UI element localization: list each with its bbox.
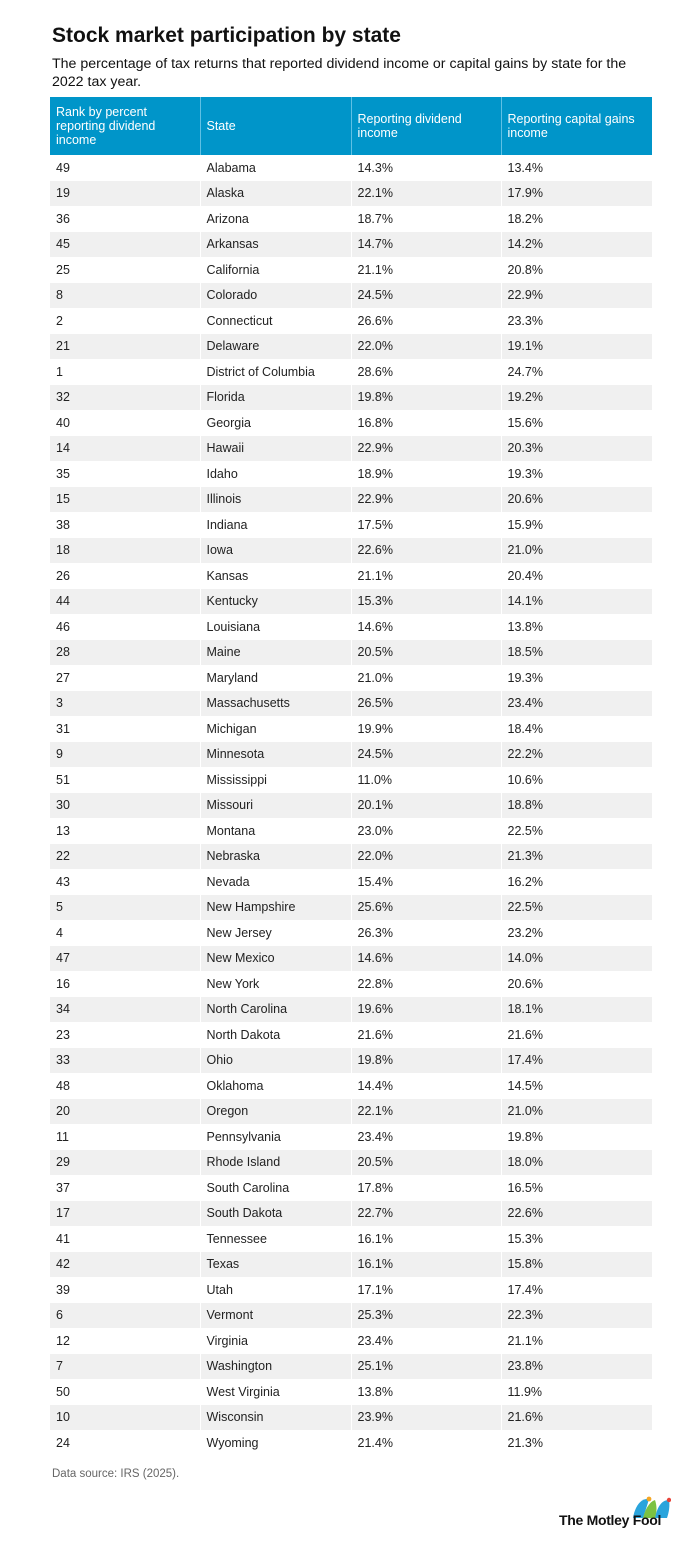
dividend-cell: 21.1% bbox=[351, 563, 501, 589]
dividend-cell: 19.6% bbox=[351, 997, 501, 1023]
capital-gains-cell: 22.9% bbox=[501, 283, 652, 309]
rank-cell: 50 bbox=[50, 1379, 200, 1405]
dividend-cell: 24.5% bbox=[351, 283, 501, 309]
state-cell: Louisiana bbox=[200, 614, 351, 640]
dividend-cell: 23.4% bbox=[351, 1328, 501, 1354]
rank-cell: 46 bbox=[50, 614, 200, 640]
state-cell: Missouri bbox=[200, 793, 351, 819]
dividend-cell: 22.1% bbox=[351, 1099, 501, 1125]
state-cell: Arizona bbox=[200, 206, 351, 232]
capital-gains-cell: 23.8% bbox=[501, 1354, 652, 1380]
dividend-cell: 26.5% bbox=[351, 691, 501, 717]
table-row bbox=[50, 589, 652, 615]
table-row bbox=[50, 1430, 652, 1456]
dividend-cell: 21.4% bbox=[351, 1430, 501, 1456]
table-row bbox=[50, 691, 652, 717]
table-row bbox=[50, 818, 652, 844]
capital-gains-cell: 22.3% bbox=[501, 1303, 652, 1329]
dividend-cell: 15.3% bbox=[351, 589, 501, 615]
table-row bbox=[50, 946, 652, 972]
capital-gains-cell: 22.5% bbox=[507, 823, 543, 838]
rank-cell: 47 bbox=[50, 946, 200, 972]
table-row bbox=[50, 1226, 652, 1252]
state-cell: New Jersey bbox=[200, 920, 351, 946]
dividend-cell: 17.5% bbox=[351, 512, 501, 538]
state-cell: District of Columbia bbox=[200, 359, 351, 385]
dividend-cell: 21.1% bbox=[351, 257, 501, 283]
rank-cell: 24 bbox=[50, 1430, 200, 1456]
state-cell: Mississippi bbox=[200, 767, 351, 793]
capital-gains-cell: 23.3% bbox=[507, 313, 543, 328]
capital-gains-cell: 19.1% bbox=[501, 334, 652, 360]
capital-gains-cell: 16.2% bbox=[507, 874, 543, 889]
table-row bbox=[50, 1405, 652, 1431]
dividend-cell: 16.1% bbox=[351, 1226, 501, 1252]
dividend-cell: 26.3% bbox=[351, 920, 501, 946]
table-row bbox=[50, 793, 652, 819]
rank-cell: 23 bbox=[50, 1022, 200, 1048]
dividend-cell: 22.7% bbox=[351, 1201, 501, 1227]
capital-gains-cell: 19.2% bbox=[501, 385, 652, 411]
table-row bbox=[50, 206, 652, 232]
capital-gains-cell: 14.0% bbox=[501, 946, 652, 972]
state-cell: New Mexico bbox=[200, 946, 351, 972]
state-cell: Michigan bbox=[200, 716, 351, 742]
table-row bbox=[50, 410, 652, 436]
rank-cell: 22 bbox=[50, 844, 200, 870]
rank-cell: 48 bbox=[50, 1073, 200, 1099]
state-cell: New York bbox=[200, 971, 351, 997]
dividend-cell: 13.8% bbox=[351, 1379, 501, 1405]
dividend-cell: 21.0% bbox=[351, 665, 501, 691]
state-cell: Tennessee bbox=[200, 1226, 351, 1252]
capital-gains-cell: 21.0% bbox=[501, 538, 652, 564]
table-row bbox=[50, 461, 652, 487]
chart-title: Stock market participation by state bbox=[52, 24, 401, 47]
dividend-cell: 18.9% bbox=[351, 461, 501, 487]
dividend-cell: 16.1% bbox=[351, 1252, 501, 1278]
capital-gains-cell: 18.1% bbox=[501, 997, 652, 1023]
table-row bbox=[50, 1328, 652, 1354]
rank-cell: 1 bbox=[50, 359, 200, 385]
capital-gains-cell: 20.6% bbox=[501, 487, 652, 513]
dividend-cell: 22.9% bbox=[351, 436, 501, 462]
table-row bbox=[50, 563, 652, 589]
rank-cell: 31 bbox=[50, 716, 200, 742]
rank-cell: 7 bbox=[50, 1354, 200, 1380]
table-row bbox=[50, 181, 652, 207]
rank-cell: 32 bbox=[50, 385, 200, 411]
table-row bbox=[50, 487, 652, 513]
rank-cell: 39 bbox=[50, 1277, 200, 1303]
rank-cell: 14 bbox=[50, 436, 200, 462]
table-row bbox=[50, 716, 652, 742]
table-row bbox=[50, 1379, 652, 1405]
rank-cell: 35 bbox=[50, 461, 200, 487]
column-header-state: State bbox=[200, 97, 351, 155]
rank-cell: 21 bbox=[50, 334, 200, 360]
table-row bbox=[50, 844, 652, 870]
rank-cell: 8 bbox=[50, 283, 200, 309]
capital-gains-cell: 18.0% bbox=[501, 1150, 652, 1176]
dividend-cell: 24.5% bbox=[351, 742, 501, 768]
state-cell: Oregon bbox=[200, 1099, 351, 1125]
rank-cell: 6 bbox=[50, 1303, 200, 1329]
table-row bbox=[50, 1073, 652, 1099]
table-row bbox=[50, 232, 652, 258]
capital-gains-cell: 19.3% bbox=[507, 466, 543, 481]
capital-gains-cell: 10.6% bbox=[507, 772, 543, 787]
dividend-cell: 23.4% bbox=[351, 1124, 501, 1150]
table-row bbox=[50, 1303, 652, 1329]
dividend-cell: 19.8% bbox=[351, 385, 501, 411]
rank-cell: 15 bbox=[50, 487, 200, 513]
state-cell: West Virginia bbox=[200, 1379, 351, 1405]
rank-cell: 45 bbox=[50, 232, 200, 258]
table-row bbox=[50, 742, 652, 768]
capital-gains-cell: 21.3% bbox=[501, 844, 652, 870]
column-header-capital-gains: Reporting capital gains income bbox=[501, 97, 652, 155]
dividend-cell: 25.1% bbox=[351, 1354, 501, 1380]
rank-cell: 20 bbox=[50, 1099, 200, 1125]
dividend-cell: 17.8% bbox=[351, 1175, 501, 1201]
capital-gains-cell: 17.4% bbox=[507, 1282, 543, 1297]
rank-cell: 16 bbox=[50, 971, 200, 997]
table-row bbox=[50, 1277, 652, 1303]
rank-cell: 19 bbox=[50, 181, 200, 207]
dividend-cell: 22.9% bbox=[351, 487, 501, 513]
state-cell: Rhode Island bbox=[200, 1150, 351, 1176]
state-cell: California bbox=[200, 257, 351, 283]
state-cell: Georgia bbox=[200, 410, 351, 436]
capital-gains-cell: 13.4% bbox=[507, 160, 543, 175]
state-cell: Nevada bbox=[200, 869, 351, 895]
dividend-cell: 20.5% bbox=[351, 640, 501, 666]
table-row bbox=[50, 1252, 652, 1278]
capital-gains-cell: 14.1% bbox=[501, 589, 652, 615]
rank-cell: 12 bbox=[50, 1328, 200, 1354]
state-cell: Wisconsin bbox=[200, 1405, 351, 1431]
capital-gains-cell: 17.9% bbox=[501, 181, 652, 207]
rank-cell: 2 bbox=[50, 308, 200, 334]
capital-gains-cell: 22.2% bbox=[501, 742, 652, 768]
chart-subtitle: The percentage of tax returns that reported dividend income or capital gains by state for the 2022 tax year. bbox=[52, 56, 627, 90]
table-row bbox=[50, 1124, 652, 1150]
dividend-cell: 15.4% bbox=[351, 869, 501, 895]
table-row bbox=[50, 1099, 652, 1125]
capital-gains-cell: 18.4% bbox=[507, 721, 543, 736]
state-cell: Ohio bbox=[200, 1048, 351, 1074]
dividend-cell: 16.8% bbox=[351, 410, 501, 436]
rank-cell: 9 bbox=[50, 742, 200, 768]
rank-cell: 3 bbox=[50, 691, 200, 717]
dividend-cell: 28.6% bbox=[351, 359, 501, 385]
state-cell: Maryland bbox=[200, 665, 351, 691]
state-cell: Alabama bbox=[200, 155, 351, 181]
rank-cell: 42 bbox=[50, 1252, 200, 1278]
table-row bbox=[50, 869, 652, 895]
capital-gains-cell: 15.8% bbox=[501, 1252, 652, 1278]
table-body bbox=[50, 155, 652, 1456]
state-cell: Colorado bbox=[200, 283, 351, 309]
state-cell: Utah bbox=[200, 1277, 351, 1303]
capital-gains-cell: 22.5% bbox=[501, 895, 652, 921]
rank-cell: 33 bbox=[50, 1048, 200, 1074]
state-cell: Florida bbox=[200, 385, 351, 411]
table-row bbox=[50, 436, 652, 462]
state-cell: South Dakota bbox=[200, 1201, 351, 1227]
capital-gains-cell: 11.9% bbox=[507, 1384, 543, 1399]
capital-gains-cell: 15.3% bbox=[507, 1231, 543, 1246]
rank-cell: 4 bbox=[50, 920, 200, 946]
dividend-cell: 23.9% bbox=[351, 1405, 501, 1431]
table-row bbox=[50, 640, 652, 666]
state-cell: Nebraska bbox=[200, 844, 351, 870]
table-row bbox=[50, 1022, 652, 1048]
capital-gains-cell: 14.5% bbox=[507, 1078, 543, 1093]
state-cell: Vermont bbox=[200, 1303, 351, 1329]
rank-cell: 37 bbox=[50, 1175, 200, 1201]
table-row bbox=[50, 1201, 652, 1227]
state-cell: Washington bbox=[200, 1354, 351, 1380]
dividend-cell: 11.0% bbox=[351, 767, 501, 793]
state-cell: Wyoming bbox=[200, 1430, 351, 1456]
dividend-cell: 22.0% bbox=[351, 844, 501, 870]
state-cell: New Hampshire bbox=[200, 895, 351, 921]
dividend-cell: 14.3% bbox=[351, 155, 501, 181]
capital-gains-cell: 15.6% bbox=[507, 415, 543, 430]
rank-cell: 49 bbox=[50, 155, 200, 181]
state-cell: Massachusetts bbox=[200, 691, 351, 717]
dividend-cell: 22.1% bbox=[351, 181, 501, 207]
logo-wordmark: The Motley Fool bbox=[559, 1512, 662, 1528]
rank-cell: 29 bbox=[50, 1150, 200, 1176]
dividend-cell: 26.6% bbox=[351, 308, 501, 334]
rank-cell: 30 bbox=[50, 793, 200, 819]
capital-gains-cell: 23.4% bbox=[501, 691, 652, 717]
column-header-dividend: Reporting dividend income bbox=[351, 97, 501, 155]
capital-gains-cell: 17.4% bbox=[501, 1048, 652, 1074]
capital-gains-cell: 14.2% bbox=[501, 232, 652, 258]
dividend-cell: 22.8% bbox=[351, 971, 501, 997]
state-cell: Oklahoma bbox=[200, 1073, 351, 1099]
dividend-cell: 20.5% bbox=[351, 1150, 501, 1176]
dividend-cell: 21.6% bbox=[351, 1022, 501, 1048]
capital-gains-cell: 23.2% bbox=[507, 925, 543, 940]
capital-gains-cell: 19.8% bbox=[507, 1129, 543, 1144]
table-row bbox=[50, 1048, 652, 1074]
capital-gains-cell: 22.6% bbox=[501, 1201, 652, 1227]
rank-cell: 11 bbox=[50, 1124, 200, 1150]
state-cell: Indiana bbox=[200, 512, 351, 538]
dividend-cell: 19.9% bbox=[351, 716, 501, 742]
state-cell: Montana bbox=[200, 818, 351, 844]
table-row bbox=[50, 665, 652, 691]
capital-gains-cell: 18.5% bbox=[501, 640, 652, 666]
capital-gains-cell: 21.3% bbox=[507, 1435, 543, 1450]
state-cell: Arkansas bbox=[200, 232, 351, 258]
dividend-cell: 18.7% bbox=[351, 206, 501, 232]
table-row bbox=[50, 308, 652, 334]
state-cell: Maine bbox=[200, 640, 351, 666]
state-cell: Connecticut bbox=[200, 308, 351, 334]
state-cell: Texas bbox=[200, 1252, 351, 1278]
capital-gains-cell: 24.7% bbox=[507, 364, 543, 379]
table-row bbox=[50, 971, 652, 997]
rank-cell: 26 bbox=[50, 563, 200, 589]
state-cell: Delaware bbox=[200, 334, 351, 360]
table-row bbox=[50, 385, 652, 411]
dividend-cell: 14.6% bbox=[351, 946, 501, 972]
data-source-note: Data source: IRS (2025). bbox=[52, 1468, 180, 1480]
dividend-cell: 19.8% bbox=[351, 1048, 501, 1074]
rank-cell: 36 bbox=[50, 206, 200, 232]
capital-gains-cell: 13.8% bbox=[507, 619, 543, 634]
table-row bbox=[50, 895, 652, 921]
rank-cell: 38 bbox=[50, 512, 200, 538]
capital-gains-cell: 16.5% bbox=[507, 1180, 543, 1195]
dividend-cell: 25.6% bbox=[351, 895, 501, 921]
table-row bbox=[50, 334, 652, 360]
table-row bbox=[50, 1354, 652, 1380]
table-row bbox=[50, 538, 652, 564]
capital-gains-cell: 21.6% bbox=[507, 1027, 543, 1042]
rank-cell: 18 bbox=[50, 538, 200, 564]
dividend-cell: 25.3% bbox=[351, 1303, 501, 1329]
table-row bbox=[50, 997, 652, 1023]
rank-cell: 40 bbox=[50, 410, 200, 436]
rank-cell: 51 bbox=[50, 767, 200, 793]
state-cell: Kentucky bbox=[200, 589, 351, 615]
table-row bbox=[50, 920, 652, 946]
state-cell: Illinois bbox=[200, 487, 351, 513]
capital-gains-cell: 18.8% bbox=[501, 793, 652, 819]
state-cell: Pennsylvania bbox=[200, 1124, 351, 1150]
rank-cell: 17 bbox=[50, 1201, 200, 1227]
header-row bbox=[50, 97, 652, 155]
rank-cell: 34 bbox=[50, 997, 200, 1023]
capital-gains-cell: 19.3% bbox=[507, 670, 543, 685]
state-cell: Kansas bbox=[200, 563, 351, 589]
rank-cell: 27 bbox=[50, 665, 200, 691]
table-row bbox=[50, 283, 652, 309]
column-header-rank: Rank by percent reporting dividend income bbox=[50, 97, 200, 155]
capital-gains-cell: 21.0% bbox=[501, 1099, 652, 1125]
state-cell: North Dakota bbox=[200, 1022, 351, 1048]
rank-cell: 44 bbox=[50, 589, 200, 615]
table-row bbox=[50, 1150, 652, 1176]
dividend-cell: 22.0% bbox=[351, 334, 501, 360]
dividend-cell: 14.4% bbox=[351, 1073, 501, 1099]
dividend-cell: 14.7% bbox=[351, 232, 501, 258]
state-cell: Minnesota bbox=[200, 742, 351, 768]
rank-cell: 28 bbox=[50, 640, 200, 666]
state-cell: Iowa bbox=[200, 538, 351, 564]
dividend-cell: 22.6% bbox=[351, 538, 501, 564]
rank-cell: 25 bbox=[50, 257, 200, 283]
state-cell: Virginia bbox=[200, 1328, 351, 1354]
capital-gains-cell: 20.6% bbox=[507, 976, 543, 991]
dividend-cell: 20.1% bbox=[351, 793, 501, 819]
capital-gains-cell: 21.6% bbox=[501, 1405, 652, 1431]
table-row bbox=[50, 155, 652, 181]
table-header bbox=[50, 97, 652, 155]
motley-fool-logo bbox=[559, 1496, 671, 1532]
state-cell: North Carolina bbox=[200, 997, 351, 1023]
state-cell: Hawaii bbox=[200, 436, 351, 462]
rank-cell: 43 bbox=[50, 869, 200, 895]
participation-table bbox=[50, 97, 652, 1456]
capital-gains-cell: 20.8% bbox=[507, 262, 543, 277]
dividend-cell: 17.1% bbox=[351, 1277, 501, 1303]
state-cell: Idaho bbox=[200, 461, 351, 487]
capital-gains-cell: 21.1% bbox=[507, 1333, 543, 1348]
table-row bbox=[50, 614, 652, 640]
capital-gains-cell: 15.9% bbox=[507, 517, 543, 532]
state-cell: Alaska bbox=[200, 181, 351, 207]
capital-gains-cell: 20.4% bbox=[507, 568, 543, 583]
table-row bbox=[50, 1175, 652, 1201]
table-row bbox=[50, 257, 652, 283]
table-row bbox=[50, 767, 652, 793]
rank-cell: 41 bbox=[50, 1226, 200, 1252]
rank-cell: 13 bbox=[50, 818, 200, 844]
table-row bbox=[50, 359, 652, 385]
rank-cell: 5 bbox=[50, 895, 200, 921]
table-row bbox=[50, 512, 652, 538]
dividend-cell: 23.0% bbox=[351, 818, 501, 844]
dividend-cell: 14.6% bbox=[351, 614, 501, 640]
state-cell: South Carolina bbox=[200, 1175, 351, 1201]
capital-gains-cell: 18.2% bbox=[507, 211, 543, 226]
rank-cell: 10 bbox=[50, 1405, 200, 1431]
capital-gains-cell: 20.3% bbox=[501, 436, 652, 462]
